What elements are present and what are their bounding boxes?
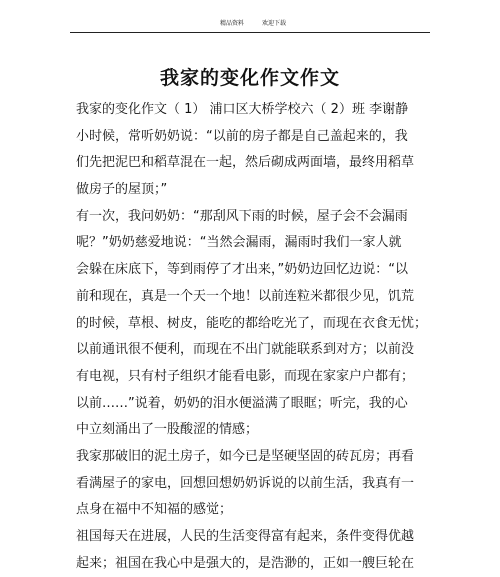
text-line: 有一次，我问奶奶：“那刮风下雨的时候，屋子会不会漏雨 [76, 208, 408, 224]
document-body [76, 97, 476, 577]
document-title: 我家的变化作文作文 [159, 67, 340, 89]
text-line: 以前通讯很不便利，而现在不出门就能联系到对方；以前没 [76, 342, 415, 358]
text-line: 会躲在床底下，等到雨停了才出来，”奶奶边回忆边说：“以 [76, 262, 408, 278]
text-line: 前和现在，真是一个天一个地！以前连粒米都很少见，饥荒 [76, 288, 415, 304]
text-line: 们先把泥巴和稻草混在一起，然后砌成两面墙，最终用稻草 [76, 155, 415, 171]
text-line: 以前……”说着，奶奶的泪水便溢满了眼眶；听完，我的心 [76, 395, 408, 411]
text-line: 我家那破旧的泥土房子，如今已是坚硬坚固的砖瓦房；再看 [76, 448, 415, 464]
text-line: 小时候，常听奶奶说：“以前的房子都是自己盖起来的，我 [76, 128, 408, 144]
text-line: 看满屋子的家电，回想回想奶奶诉说的以前生活，我真有一 [76, 475, 415, 491]
text-line: 做房子的屋顶；” [76, 182, 168, 198]
header-left-text: 精品资料 [220, 20, 245, 27]
text-line: 中立刻涌出了一股酸涩的情感； [76, 422, 259, 438]
text-line: 祖国每天在进展，人民的生活变得富有起来，条件变得优越 [76, 529, 415, 544]
text-line: 的时候，草根、树皮，能吃的都给吃光了，而现在衣食无忧； [76, 315, 428, 331]
text-line: 我家的变化作文（ 1） 浦口区大桥学校六（ 2）班 李谢静 [76, 102, 409, 117]
header-right-text: 欢迎下载 [262, 20, 287, 27]
text-line: 有电视，只有村子组织才能看电影，而现在家家户户都有； [76, 368, 415, 384]
page-header [70, 18, 430, 33]
text-line: 呢？”奶奶慈爱地说：“当然会漏雨，漏雨时我们一家人就 [76, 235, 402, 251]
text-line: 点身在福中不知福的感觉； [76, 502, 233, 518]
text-line: 起来；祖国在我心中是强大的，是浩渺的，正如一艘巨轮在 [76, 555, 415, 571]
